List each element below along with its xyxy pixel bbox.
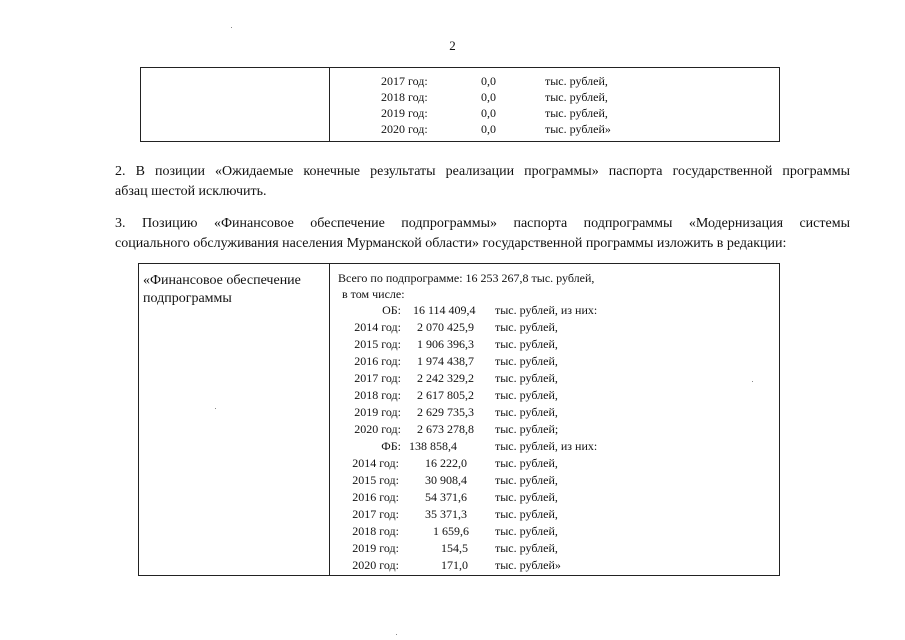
scan-speck (396, 634, 397, 635)
top-row-year: 2017 год: (381, 74, 428, 88)
paragraph-2-line-2: абзац шестой исключить. (115, 184, 267, 199)
ob-row-year: 2018 год: (354, 388, 401, 402)
ob-label: ОБ: (382, 303, 401, 317)
fb-row-unit: тыс. рублей, (495, 456, 558, 470)
fb-row-unit: тыс. рублей» (495, 558, 561, 572)
fb-row-value: 35 371,3 (425, 507, 467, 521)
paragraph-3 (115, 214, 850, 254)
fb-unit: тыс. рублей, из них: (495, 439, 598, 453)
fb-row-unit: тыс. рублей, (495, 541, 558, 555)
top-row-value: 0,0 (481, 74, 496, 88)
fb-row-value: 171,0 (441, 558, 468, 572)
fb-row-unit: тыс. рублей, (495, 473, 558, 487)
page-number: 2 (449, 38, 456, 53)
ob-row-year: 2020 год: (354, 422, 401, 436)
scan-speck (215, 408, 216, 409)
ob-row-unit: тыс. рублей, (495, 337, 558, 351)
fb-row-unit: тыс. рублей, (495, 524, 558, 538)
ob-row-value: 1 974 438,7 (417, 354, 474, 368)
financing-label-line-1: «Финансовое обеспечение (143, 273, 301, 288)
fb-row-value: 54 371,6 (425, 490, 467, 504)
ob-row-value: 2 242 329,2 (417, 371, 474, 385)
ob-row-year: 2016 год: (354, 354, 401, 368)
top-row-unit: тыс. рублей, (545, 90, 608, 104)
fb-row-year: 2015 год: (352, 473, 399, 487)
top-row-year: 2019 год: (381, 106, 428, 120)
ob-row-unit: тыс. рублей, (495, 371, 558, 385)
paragraph-2 (115, 162, 850, 202)
financing-label-cell (143, 272, 301, 308)
table-top-divider (329, 68, 330, 141)
ob-row-value: 2 070 425,9 (417, 320, 474, 334)
top-row-year: 2020 год: (381, 122, 428, 136)
ob-row-year: 2019 год: (354, 405, 401, 419)
ob-row-year: 2014 год: (354, 320, 401, 334)
top-row-value: 0,0 (481, 90, 496, 104)
fb-row-year: 2018 год: (352, 524, 399, 538)
ob-row-unit: тыс. рублей, (495, 354, 558, 368)
fb-row-value: 16 222,0 (425, 456, 467, 470)
scan-speck (231, 27, 232, 28)
ob-row-unit: тыс. рублей, (495, 320, 558, 334)
fb-value: 138 858,4 (409, 439, 457, 453)
top-row-year: 2018 год: (381, 90, 428, 104)
top-row-unit: тыс. рублей, (545, 106, 608, 120)
fb-row-value: 154,5 (441, 541, 468, 555)
top-row-value: 0,0 (481, 122, 496, 136)
ob-value: 16 114 409,4 (413, 303, 476, 317)
including-line: в том числе: (342, 287, 405, 301)
fb-row-year: 2020 год: (352, 558, 399, 572)
ob-row-value: 1 906 396,3 (417, 337, 474, 351)
ob-row-year: 2015 год: (354, 337, 401, 351)
fb-row-unit: тыс. рублей, (495, 507, 558, 521)
ob-row-value: 2 629 735,3 (417, 405, 474, 419)
fb-row-value: 30 908,4 (425, 473, 467, 487)
paragraph-3-line-2: социального обслуживания населения Мурманской области» государственной программы изложить в редакции: (115, 236, 787, 251)
total-line: Всего по подпрограмме: 16 253 267,8 тыс. рублей, (338, 271, 595, 285)
financing-label-line-2: подпрограммы (143, 291, 232, 306)
ob-row-year: 2017 год: (354, 371, 401, 385)
ob-row-unit: тыс. рублей; (495, 422, 559, 436)
ob-row-unit: тыс. рублей, (495, 405, 558, 419)
top-row-unit: тыс. рублей» (545, 122, 611, 136)
top-row-value: 0,0 (481, 106, 496, 120)
table-financing (138, 263, 780, 576)
fb-row-value: 1 659,6 (433, 524, 469, 538)
paragraph-3-line-1: 3. Позицию «Финансовое обеспечение подпрограммы» паспорта подпрограммы «Модернизация системы (115, 216, 850, 231)
table-top (140, 67, 780, 142)
fb-row-year: 2019 год: (352, 541, 399, 555)
fb-row-year: 2014 год: (352, 456, 399, 470)
fb-label: ФБ: (381, 439, 401, 453)
paragraph-2-line-1: 2. В позиции «Ожидаемые конечные результаты реализации программы» паспорта государственной программы (115, 164, 850, 179)
ob-unit: тыс. рублей, из них: (495, 303, 598, 317)
ob-row-value: 2 673 278,8 (417, 422, 474, 436)
fb-row-year: 2016 год: (352, 490, 399, 504)
fb-row-unit: тыс. рублей, (495, 490, 558, 504)
top-row-unit: тыс. рублей, (545, 74, 608, 88)
scan-speck (752, 381, 753, 382)
ob-row-value: 2 617 805,2 (417, 388, 474, 402)
ob-row-unit: тыс. рублей, (495, 388, 558, 402)
fb-row-year: 2017 год: (352, 507, 399, 521)
